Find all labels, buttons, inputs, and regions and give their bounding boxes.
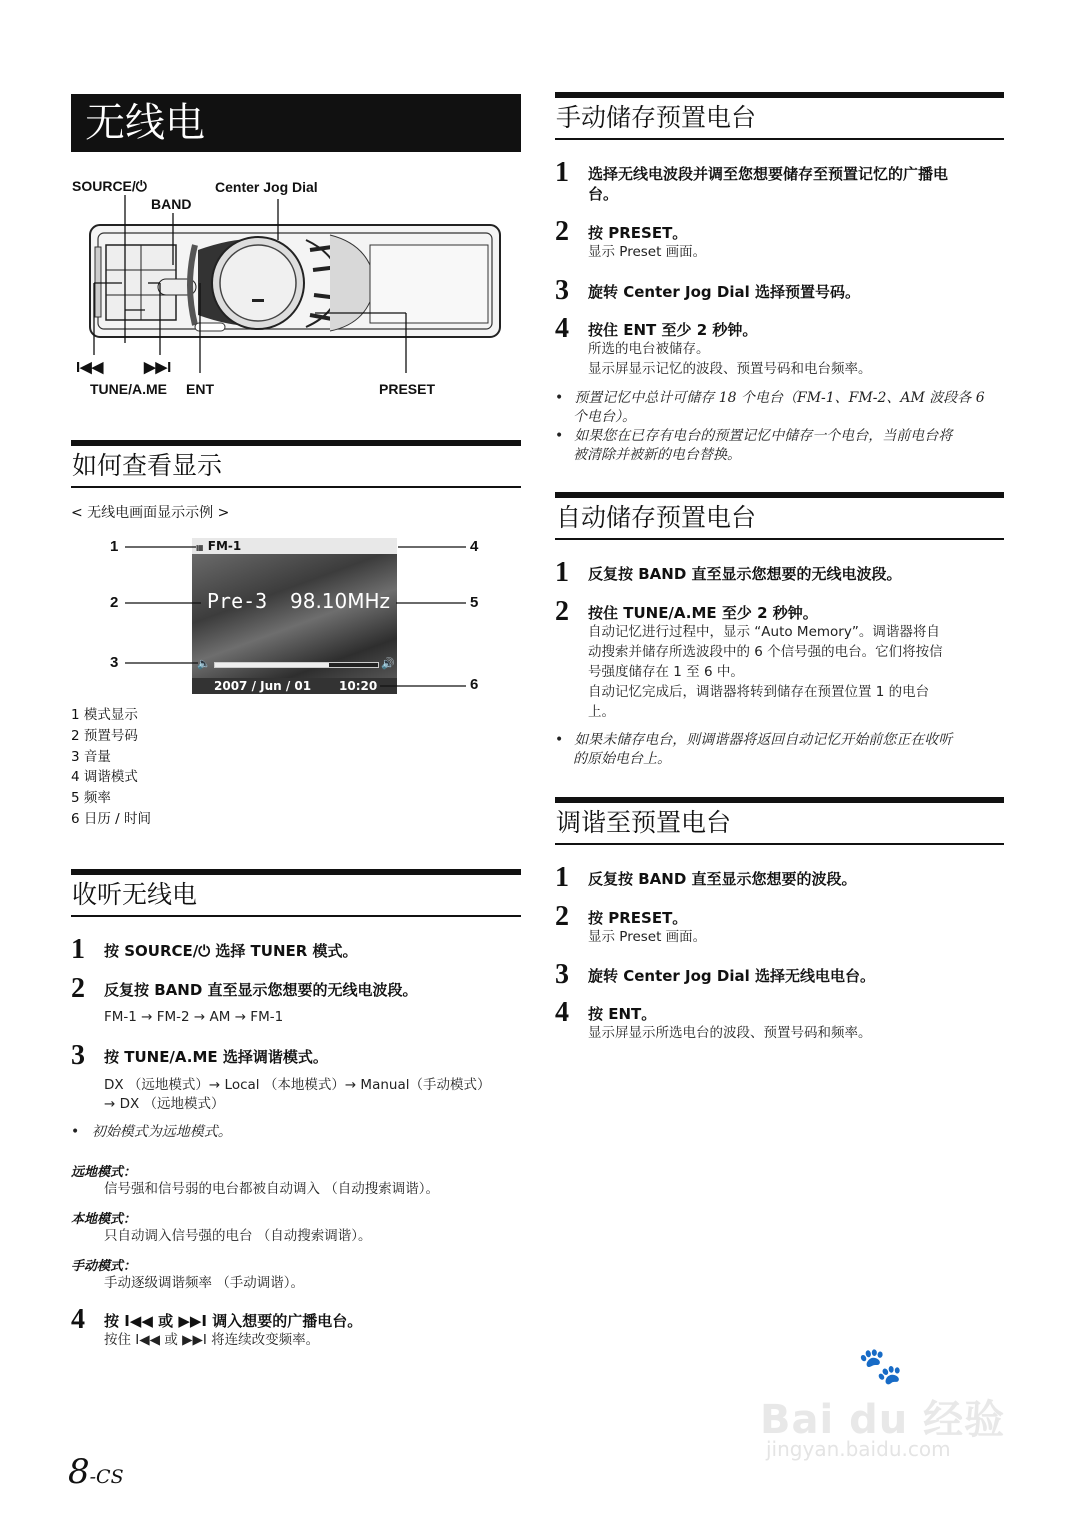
step-text: 按 ENT。 xyxy=(588,1005,657,1023)
step-text: 按住 ENT 至少 2 秒钟。 xyxy=(588,321,758,339)
label-band: BAND xyxy=(151,196,192,212)
step-number: 3 xyxy=(555,275,569,306)
callout-1: 1 xyxy=(110,538,119,555)
mode-heading: 本地模式： xyxy=(71,1212,137,1227)
section-heading-auto: 自动储存预置电台 xyxy=(555,492,1004,540)
step-number: 1 xyxy=(555,557,569,588)
step-sub: 按住 I◀◀ 或 ▶▶I 将连续改变频率。 xyxy=(104,1332,320,1348)
tuner-mode-icon: ▦ xyxy=(196,543,204,552)
step-sub: 自动记忆进行过程中，显示 “Auto Memory”。调谐器将自 xyxy=(588,624,940,640)
band-sequence: FM-1 → FM-2 → AM → FM-1 xyxy=(104,1009,284,1025)
mode-sequence: DX （远地模式）→ Local （本地模式）→ Manual（手动模式） xyxy=(104,1077,491,1093)
mode-sequence: → DX （远地模式） xyxy=(104,1096,225,1112)
callout-5: 5 xyxy=(470,594,479,611)
paw-icon: 🐾 xyxy=(858,1346,903,1387)
step-text: 按 TUNE/A.ME 选择调谐模式。 xyxy=(104,1048,328,1066)
step-sub: 所选的电台被储存。 xyxy=(588,341,710,357)
callout-lines xyxy=(108,536,488,696)
page-title: 无线电 xyxy=(71,94,521,152)
auto-step-detail xyxy=(588,622,943,722)
legend-item: 4 调谐模式 xyxy=(71,769,138,786)
step-text: 按 PRESET。 xyxy=(588,224,688,242)
section-heading-display: 如何查看显示 xyxy=(71,440,521,488)
step-number: 2 xyxy=(555,216,569,247)
step-sub: 显示屏显示记忆的波段、预置号码和电台频率。 xyxy=(588,361,872,377)
step-text: 反复按 BAND 直至显示您想要的无线电波段。 xyxy=(588,565,902,583)
callout-3: 3 xyxy=(110,654,119,671)
volume-low-icon: 🔈 xyxy=(197,657,211,670)
step-sub: 上。 xyxy=(588,704,615,720)
screen-frequency: 98.10MHz xyxy=(290,589,391,613)
manual-note-cont: 被清除并被新的电台替换。 xyxy=(573,447,741,463)
step-number: 4 xyxy=(71,1304,85,1335)
step-number: 1 xyxy=(555,157,569,188)
listen-note: • 初始模式为远地模式。 xyxy=(71,1124,232,1140)
legend-item: 3 音量 xyxy=(71,748,111,765)
manual-note: • 如果您在已存有电台的预置记忆中储存一个电台，当前电台将 xyxy=(555,428,953,444)
step-text: 反复按 BAND 直至显示您想要的波段。 xyxy=(588,870,857,888)
callout-6: 6 xyxy=(470,676,479,693)
manual-note-cont: 个电台）。 xyxy=(573,409,636,425)
step-sub: 显示屏显示所选电台的波段、预置号码和频率。 xyxy=(588,1025,872,1041)
step-text: 按住 TUNE/A.ME 至少 2 秒钟。 xyxy=(588,604,818,622)
display-caption: < 无线电画面显示示例 > xyxy=(71,505,230,521)
legend-item: 5 频率 xyxy=(71,790,111,807)
step-sub: 显示 Preset 画面。 xyxy=(588,244,707,260)
step-sub: 号强度储存在 1 至 6 中。 xyxy=(588,664,744,680)
legend-item: 2 预置号码 xyxy=(71,727,138,744)
step-text: 按 SOURCE/⏻ 选择 TUNER 模式。 xyxy=(104,942,358,960)
section-heading-listen: 收听无线电 xyxy=(71,869,521,917)
mode-desc: 手动逐级调谐频率 （手动调谐）。 xyxy=(104,1275,305,1291)
legend-item: 1 模式显示 xyxy=(71,707,138,723)
step-sub: 动搜索并储存所选波段中的 6 个信号强的电台。它们将按信 xyxy=(588,644,943,660)
label-tune: TUNE/A.ME xyxy=(90,381,167,397)
screen-date: 2007 / Jun / 01 xyxy=(214,679,312,693)
label-next-icon: ▶▶I xyxy=(144,359,172,376)
step-text: 旋转 Center Jog Dial 选择预置号码。 xyxy=(588,283,860,301)
head-unit-diagram xyxy=(70,195,530,395)
auto-note-cont: 的原始电台上。 xyxy=(573,751,671,767)
label-jog-dial: Center Jog Dial xyxy=(215,179,318,195)
step-number: 4 xyxy=(555,313,569,344)
step-number: 2 xyxy=(71,973,85,1004)
screen-band: ▦ FM-1 xyxy=(196,539,242,553)
screen-preset: Pre-3 xyxy=(207,589,268,613)
watermark-url: jingyan.baidu.com xyxy=(766,1437,951,1461)
auto-note: • 如果未储存电台，则调谐器将返回自动记忆开始前您正在收听 xyxy=(555,732,953,748)
step-sub: 显示 Preset 画面。 xyxy=(588,929,707,945)
step-number: 4 xyxy=(555,997,569,1028)
mode-desc: 只自动调入信号强的电台 （自动搜索调谐）。 xyxy=(104,1228,372,1244)
callout-4: 4 xyxy=(470,538,479,555)
step-text: 按 I◀◀ 或 ▶▶I 调入想要的广播电台。 xyxy=(104,1312,363,1330)
step-text: 选择无线电波段并调至您想要储存至预置记忆的广播电 xyxy=(588,165,949,183)
step-number: 3 xyxy=(71,1040,85,1071)
label-preset: PRESET xyxy=(379,381,436,397)
label-prev-icon: I◀◀ xyxy=(76,359,104,376)
step-text: 按 PRESET。 xyxy=(588,909,688,927)
callout-2: 2 xyxy=(110,594,119,611)
mode-heading: 手动模式： xyxy=(71,1259,137,1274)
mode-heading: 远地模式： xyxy=(71,1165,137,1180)
section-heading-tune: 调谐至预置电台 xyxy=(555,797,1004,845)
step-number: 2 xyxy=(555,596,569,627)
watermark-logo: Bai du 经验 xyxy=(760,1397,1006,1443)
step-number: 2 xyxy=(555,901,569,932)
section-heading-manual: 手动储存预置电台 xyxy=(555,92,1004,140)
screen-time: 10:20 xyxy=(339,679,378,693)
label-source: SOURCE/⏻ xyxy=(72,178,147,194)
step-text: 反复按 BAND 直至显示您想要的无线电波段。 xyxy=(104,981,418,999)
mode-desc: 信号强和信号弱的电台都被自动调入 （自动搜索调谐）。 xyxy=(104,1181,440,1197)
page-number: 8-CS xyxy=(68,1452,124,1492)
step-text: 旋转 Center Jog Dial 选择无线电电台。 xyxy=(588,967,875,985)
step-number: 3 xyxy=(555,959,569,990)
step-text-cont: 台。 xyxy=(588,185,619,203)
label-ent: ENT xyxy=(186,381,214,397)
step-number: 1 xyxy=(71,934,85,965)
manual-note: • 预置记忆中总计可储存 18 个电台（FM-1、FM-2、AM 波段各 6 xyxy=(555,390,985,406)
volume-high-icon: 🔊 xyxy=(381,657,395,670)
display-legend xyxy=(71,705,151,830)
step-number: 1 xyxy=(555,862,569,893)
legend-item: 6 日历 / 时间 xyxy=(71,810,152,827)
step-sub: 自动记忆完成后，调谐器将转到储存在预置位置 1 的电台 xyxy=(588,684,930,700)
